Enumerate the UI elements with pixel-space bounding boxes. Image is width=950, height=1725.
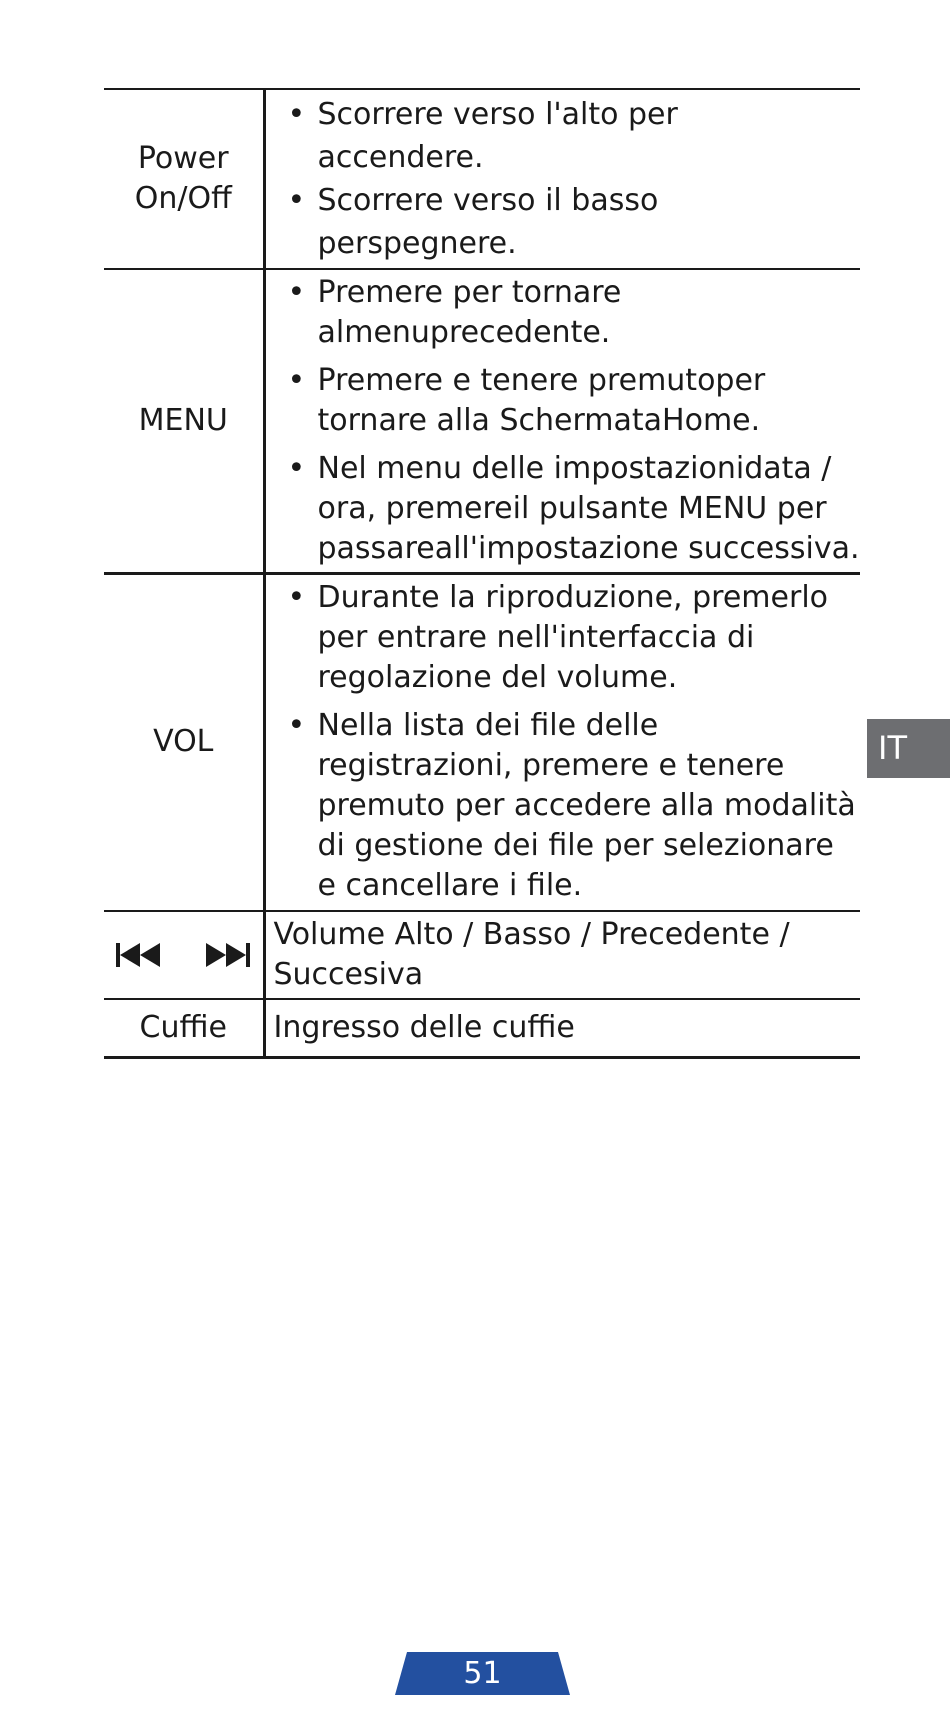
bullet-item: • Nel menu delle impostazionidata / ora, premereil pulsante MENU per passareall'impostazione successiva.	[288, 449, 861, 569]
desc-cell-menu	[264, 269, 860, 573]
table-row-cuffie	[104, 999, 860, 1057]
desc-cell-cuffie	[264, 999, 860, 1057]
desc-cell-power	[264, 89, 860, 269]
key-label-menu: MENU	[138, 402, 228, 438]
key-cell-cuffie	[104, 999, 264, 1057]
language-tab: IT	[867, 719, 950, 778]
page-number-badge	[395, 1652, 570, 1695]
bullet-list-menu	[266, 273, 861, 569]
skip-icons	[104, 943, 263, 967]
skip-description: Volume Alto / Basso / Precedente / Succesiva	[273, 917, 790, 992]
bullet-item: • Nella lista dei file delle registrazioni, premere e tenere premuto per accedere alla modalità di gestione dei file per selezionare e cancellare i file.	[288, 706, 861, 906]
page-number: 51	[463, 1656, 502, 1691]
table-row-skip	[104, 911, 860, 999]
key-cell-power	[104, 89, 264, 269]
table-row-power	[104, 89, 860, 269]
desc-cell-vol	[264, 573, 860, 911]
table-row-menu	[104, 269, 860, 573]
key-cell-skip	[104, 911, 264, 999]
key-cell-vol	[104, 573, 264, 911]
controls-table	[104, 88, 860, 1059]
bullet-item: • Scorrere verso l'alto per accendere.	[288, 93, 738, 179]
bullet-item: • Premere e tenere premutoper tornare alla SchermataHome.	[288, 361, 778, 441]
bullet-list-vol	[266, 578, 861, 906]
bullet-item: • Scorrere verso il basso perspegnere.	[288, 179, 738, 265]
key-cell-menu	[104, 269, 264, 573]
cuffie-description: Ingresso delle cuffie	[273, 1009, 575, 1045]
key-label-cuffie: Cuffie	[139, 1009, 227, 1045]
skip-forward-icon	[202, 943, 250, 967]
bullet-item: • Durante la riproduzione, premerlo per entrare nell'interfaccia di regolazione del volume.	[288, 578, 838, 698]
bullet-list-power	[266, 93, 861, 265]
desc-cell-skip	[264, 911, 860, 999]
skip-back-icon	[116, 943, 164, 967]
bullet-item: • Premere per tornare almenuprecedente.	[288, 273, 678, 353]
table-row-vol	[104, 573, 860, 911]
key-label-power: Power On/Off	[134, 141, 232, 216]
key-label-vol: VOL	[153, 724, 214, 760]
